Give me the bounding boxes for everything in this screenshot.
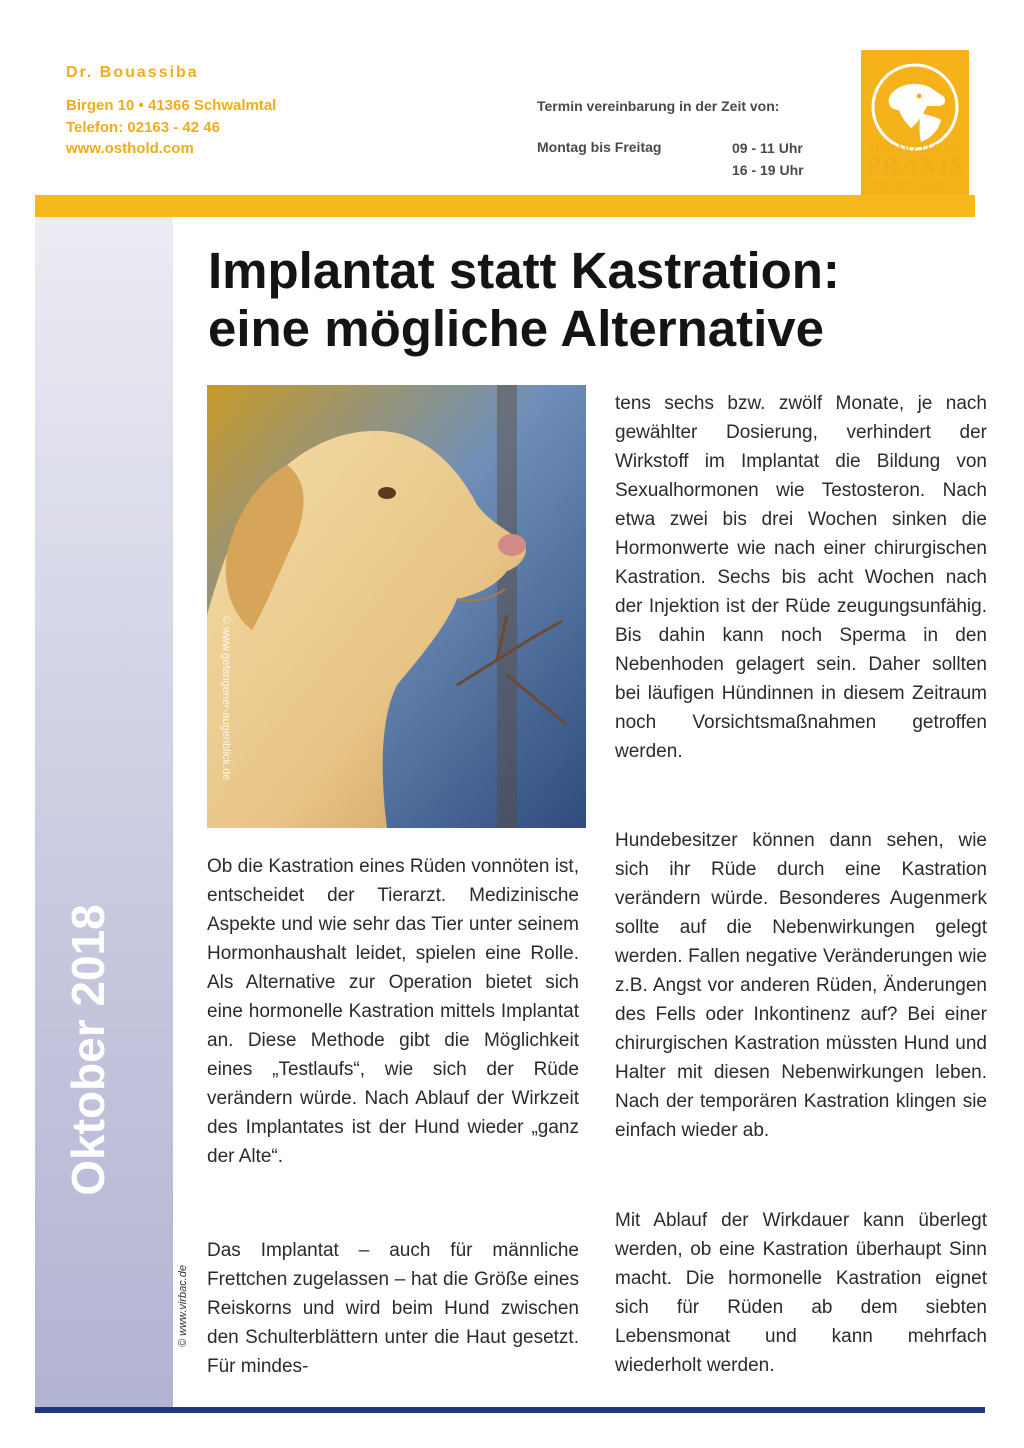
footer-divider-bar <box>35 1407 985 1413</box>
header-divider-bar <box>35 195 975 217</box>
title-line2: eine mögliche Alternative <box>208 300 824 357</box>
logo-line3: DR. BOUASSIBA <box>873 180 957 192</box>
title-line1: Implantat statt Kastration: <box>208 242 840 299</box>
practice-name: Dr. Bouassiba <box>66 64 199 81</box>
logo-line1: TIERÄRZTLICHE <box>868 141 962 155</box>
paragraph-2-part-b: tens sechs bzw. zwölf Monate, je nach gewählter Dosierung, verhindert der Wirkstoff im Implantat die Bildung von Sexualhormonen wie Testosteron. Nach etwa zwei bis drei Wochen sinken die Hormonwerte wie nach einer chirurgischen Kastration. Sechs bis acht Wochen nach der Injektion ist der Rüde zeugungsunfähig. Bis dahin kann noch Sperma in den Nebenhoden gelagert sein. Daher sollten bei läufigen Hündinnen in diesem Zeitraum noch Vorsichtsmaßnahmen getroffen werden. <box>615 393 987 762</box>
paragraph-2-part-a: Das Implantat – auch für männliche Frettchen zugelassen – hat die Größe eines Reiskorns und wird beim Hund zwischen den Schulterblättern unter die Haut gesetzt. Für mindes- <box>207 1240 579 1377</box>
photo-credit: © www.gefangener-augenblick.de <box>220 615 232 781</box>
side-band <box>35 217 173 1412</box>
paragraph-4: Mit Ablauf der Wirkdauer kann überlegt werden, ob eine Kastration überhaupt Sinn macht. Die hormonelle Kastration eignet sich für Rüden ab dem siebten Lebensmonat und kann mehrfach wiederholt werden. <box>615 1210 987 1376</box>
hours-evening: 16 - 19 Uhr <box>732 162 804 178</box>
labrador-dog-profile <box>207 385 586 828</box>
opening-days: Montag bis Freitag <box>537 139 662 155</box>
appointment-label: Termin vereinbarung in der Zeit von: <box>537 98 780 114</box>
dog-photo <box>207 385 586 828</box>
practice-address: Birgen 10 • 41366 Schwalmtal <box>66 97 277 114</box>
issue-date: Oktober 2018 <box>62 904 114 1196</box>
paragraph-1: Ob die Kastration eines Rüden vonnöten ist, entscheidet der Tierarzt. Medizinische Aspekte und wie sehr das Tier unter seinem Hormonhaushalt leidet, spielen eine Rolle. Als Alternative zur Operation bietet sich eine hormonelle Kastration mittels Implantat an. Diese Methode gibt die Möglichkeit eines „Testlaufs“, wie sich der Rüde verändern würde. Nach Ablauf der Wirkzeit des Implantates ist der Hund wieder „ganz der Alte“. <box>207 856 579 1167</box>
hours-morning: 09 - 11 Uhr <box>732 140 803 156</box>
logo-line2: PRAXIS <box>865 153 965 180</box>
practice-website[interactable]: www.osthold.com <box>66 140 194 157</box>
image-credit: © www.virbac.de <box>177 1264 189 1348</box>
article-title <box>208 242 1008 358</box>
practice-phone: Telefon: 02163 - 42 46 <box>66 119 220 136</box>
logo-text <box>861 0 969 200</box>
paragraph-3: Hundebesitzer können dann sehen, wie sich ihr Rüde durch eine Kastration verändern würde. Besonderes Augenmerk sollte auf die Nebenwirkungen gelegt werden. Fallen negative Veränderungen wie z.B. Angst vor anderen Rüden, Änderungen des Fells oder Inkontinenz auf? Bei einer chirurgischen Kastration müssten Hund und Halter mit diesen Nebenwirkungen leben. Nach der temporären Kastration klingen sie einfach wieder ab. <box>615 830 987 1141</box>
